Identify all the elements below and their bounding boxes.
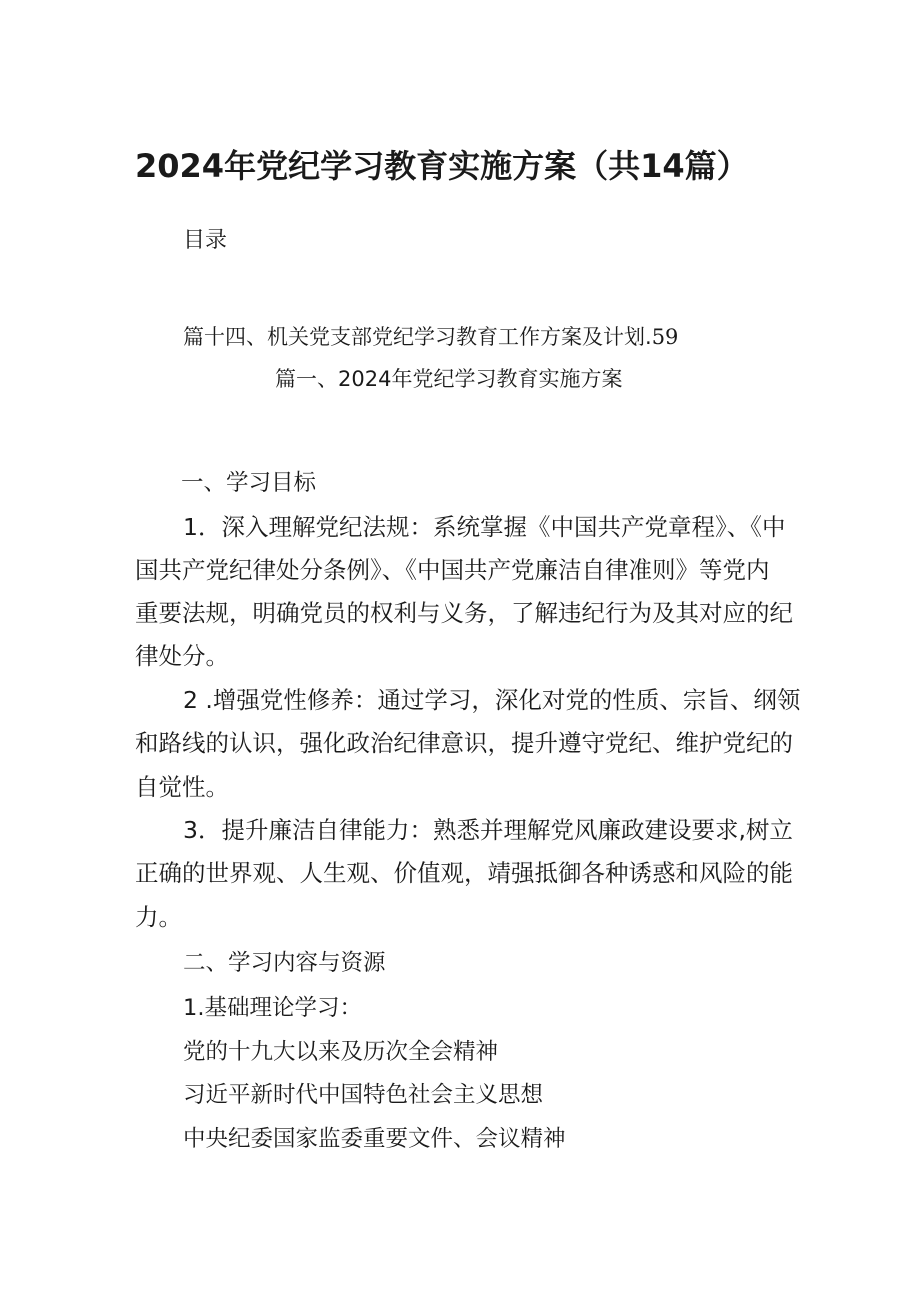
- body-line: 正确的世界观、人生观、价值观，靖强抵御各种诱惑和风险的能: [135, 859, 793, 887]
- body-line: 1．深入理解党纪法规：系统掌握《中国共产党章程》、《中: [183, 513, 786, 541]
- chapter-title: 篇一、2024年党纪学习教育实施方案: [275, 367, 623, 391]
- toc-entry: [183, 327, 678, 348]
- toc-heading: 目录: [183, 228, 228, 253]
- body-line: 党的十九大以来及历次全会精神: [183, 1039, 499, 1065]
- section-heading-content-resources: 二、学习内容与资源: [183, 950, 386, 976]
- body-line: 习近平新时代中国特色社会主义思想: [183, 1082, 544, 1108]
- body-line: 自觉性。: [135, 773, 229, 801]
- body-line: 1.基础理论学习：: [183, 995, 362, 1021]
- body-line: 国共产党纪律处分条例》、《中国共产党廉洁自律准则》等党内: [135, 556, 770, 584]
- section-heading-learning-goals: 一、学习目标: [181, 470, 317, 496]
- body-line: 2 .增强党性修养：通过学习，深化对党的性质、宗旨、纲领: [183, 686, 801, 714]
- toc-entry-page-number: 59: [651, 325, 679, 349]
- body-line: 和路线的认识，强化政治纪律意识，提升遵守党纪、维护党纪的: [135, 729, 793, 757]
- body-line: 3．提升廉洁自律能力：熟悉并理解党风廉政建设要求,树立: [183, 816, 793, 844]
- document-title: 2024年党纪学习教育实施方案（共14篇）: [135, 147, 749, 185]
- body-line: 重要法规，明确党员的权利与义务，了解违纪行为及其对应的纪: [135, 599, 793, 627]
- body-line: 律处分。: [135, 642, 229, 670]
- body-line: 中央纪委国家监委重要文件、会议精神: [183, 1126, 566, 1152]
- body-line: 力。: [135, 903, 182, 931]
- toc-entry-text: 篇十四、机关党支部党纪学习教育工作方案及计划.: [183, 325, 652, 349]
